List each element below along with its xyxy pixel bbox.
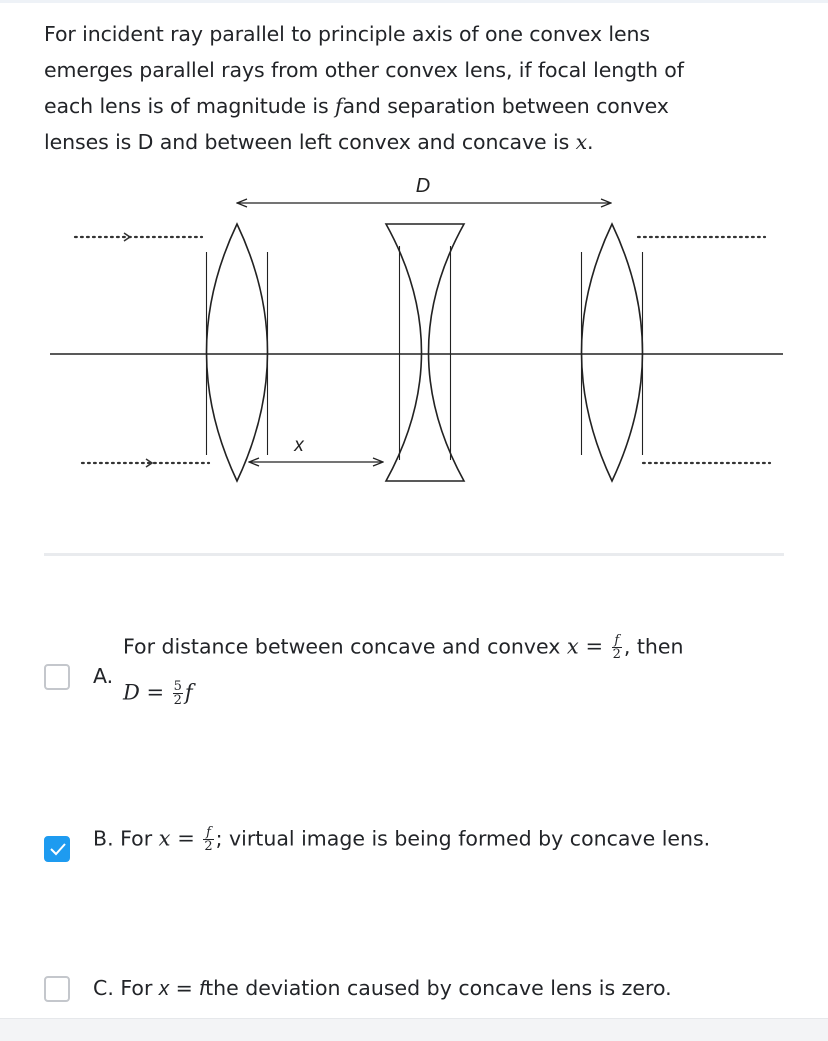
option-a-d-variable: f [184, 680, 193, 705]
option-c-text[interactable] [93, 976, 672, 1001]
question-line-3-end: and separation between convex [342, 94, 669, 118]
option-a-checkbox[interactable] [44, 664, 70, 690]
option-c-letter: C. For [93, 976, 159, 1000]
option-c-text-end: the deviation caused by concave lens is zero. [205, 976, 672, 1000]
fraction-numerator: 5 [173, 679, 182, 694]
fraction-numerator: f [203, 826, 213, 840]
fraction-denominator: 2 [204, 839, 213, 854]
distance-x-symbol: x [575, 130, 588, 154]
section-divider [44, 553, 784, 556]
question-line-4-end: . [587, 130, 594, 154]
question-line-3-start: each lens is of magnitude is [44, 94, 336, 118]
lens-diagram [0, 160, 828, 500]
question-text [44, 16, 784, 160]
fraction-denominator: 2 [612, 647, 621, 662]
option-b-text[interactable] [93, 826, 710, 853]
fraction-numerator: f [612, 634, 622, 648]
option-c-equals: = [169, 976, 200, 1000]
option-b-letter: B. For [93, 826, 153, 851]
checkmark-icon [49, 842, 67, 856]
option-a-equation-lhs: x = [566, 634, 604, 659]
option-a-text-end: , then [623, 634, 684, 659]
option-b-checkbox[interactable] [44, 836, 70, 862]
option-a-d-fraction [173, 680, 183, 707]
bottom-bar [0, 1018, 828, 1041]
label-d: D [415, 175, 431, 197]
concave-lens [386, 224, 464, 481]
option-c-x-variable: x [158, 977, 170, 1000]
option-a-line-1[interactable] [123, 634, 684, 661]
question-line-3 [44, 88, 784, 124]
question-line-1: For incident ray parallel to principle axis of one convex lens [44, 22, 650, 46]
option-a-fraction [612, 634, 622, 661]
option-a-line-2[interactable] [123, 680, 193, 707]
option-c-checkbox[interactable] [44, 976, 70, 1002]
option-b-fraction [203, 826, 213, 853]
option-a-d-equation: D = [123, 680, 165, 705]
left-convex-lens [207, 224, 268, 481]
focal-length-symbol: f [335, 94, 343, 118]
top-border [0, 0, 828, 3]
question-line-2: emerges parallel rays from other convex lens, if focal length of [44, 58, 684, 82]
option-c-f-variable: f [199, 977, 206, 1000]
option-b-text-end: ; virtual image is being formed by concave lens. [215, 826, 711, 851]
label-x: x [294, 435, 304, 456]
question-line-4-start: lenses is D and between left convex and concave is [44, 130, 576, 154]
question-line-4 [44, 124, 784, 160]
option-b-equation-lhs: x = [158, 826, 195, 851]
right-convex-lens [582, 224, 643, 481]
option-a-letter: A. [93, 664, 114, 688]
option-a-text: For distance between concave and convex [123, 634, 567, 659]
fraction-denominator: 2 [173, 693, 182, 708]
